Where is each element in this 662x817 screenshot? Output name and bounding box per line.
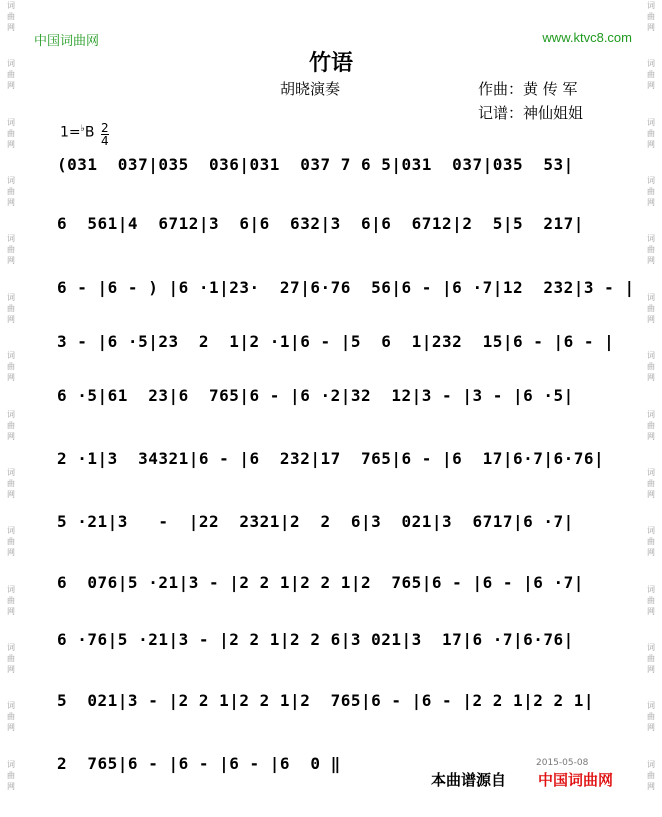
watermark-stamp (2, 292, 20, 350)
watermark-char: 曲 (7, 595, 15, 605)
date-stamp: 2015-05-08 (536, 758, 589, 768)
watermark-stamp (642, 233, 660, 291)
watermark-char: 词 (647, 701, 655, 711)
composer: 作曲：黄 传 军 (478, 80, 578, 98)
watermark-char: 词 (647, 409, 655, 419)
watermark-char: 网 (647, 256, 655, 266)
watermark-char: 网 (7, 431, 15, 441)
key-prefix: 1= (60, 124, 81, 141)
watermark-char: 曲 (7, 770, 15, 780)
watermark-char: 曲 (647, 12, 655, 21)
watermark-stamp (2, 525, 20, 583)
watermark-char: 曲 (647, 362, 655, 372)
watermark-stamp (642, 525, 660, 583)
watermark-char: 词 (647, 234, 655, 244)
watermark-char: 网 (7, 664, 15, 674)
transcriber: 记谱：神仙姐姐 (478, 104, 584, 122)
score-row: 3 - |6 ·5|23 2 1|2 ·1|6 - |5 6 1|232 15|6 - |6 - | (57, 332, 615, 351)
watermark-stamp (2, 642, 20, 700)
watermark-char: 网 (647, 314, 655, 324)
score-row: 2 ·1|3 34321|6 - |6 232|17 765|6 - |6 17|6·7|6·76| (57, 449, 605, 468)
watermark-char: 词 (7, 117, 15, 127)
watermark-stamp (642, 759, 660, 817)
score-row: 6 ·76|5 ·21|3 - |2 2 1|2 2 6|3 021|3 17|6 ·7|6·76| (57, 630, 574, 649)
score-row: 6 076|5 ·21|3 - |2 2 1|2 2 1|2 765|6 - |6 - |6 ·7| (57, 573, 584, 592)
watermark-stamp (2, 700, 20, 758)
watermark-stamp (2, 584, 20, 642)
watermark-char: 网 (647, 548, 655, 558)
watermark-char: 曲 (647, 187, 655, 197)
watermark-char: 曲 (647, 70, 655, 80)
watermark-stamp (642, 175, 660, 233)
watermark-stamp (642, 117, 660, 175)
watermark-char: 网 (647, 373, 655, 383)
watermark-char: 词 (7, 584, 15, 594)
watermark-char: 曲 (7, 537, 15, 547)
watermark-stamp (2, 409, 20, 467)
watermark-stamp (2, 175, 20, 233)
time-signature (101, 122, 109, 147)
watermark-char: 曲 (647, 478, 655, 488)
watermark-char: 曲 (7, 420, 15, 430)
watermark-char: 网 (647, 489, 655, 499)
watermark-char: 曲 (7, 712, 15, 722)
score-row: (031 037|035 036|031 037 7 6 5|031 037|035 53| (57, 155, 574, 174)
watermark-char: 网 (7, 314, 15, 324)
watermark-char: 词 (647, 759, 655, 769)
watermark-char: 网 (7, 781, 15, 791)
watermark-char: 词 (647, 1, 655, 10)
site-name[interactable]: 中国词曲网 (34, 34, 100, 49)
watermark-char: 词 (7, 526, 15, 536)
watermark-char: 词 (647, 117, 655, 127)
watermark-char: 曲 (7, 362, 15, 372)
performer: 胡晓演奏 (280, 80, 341, 98)
watermark-stamp (2, 759, 20, 817)
score-row: 6 - |6 - ) |6 ·1|23· 27|6·76 56|6 - |6 ·7|12 232|3 - | (57, 278, 635, 297)
watermark-char: 网 (647, 781, 655, 791)
watermark-char: 曲 (647, 420, 655, 430)
watermark-char: 网 (647, 23, 655, 32)
site-url-link[interactable]: www.ktvc8.com (542, 30, 632, 45)
watermark-char: 网 (7, 548, 15, 558)
score-row: 6 561|4 6712|3 6|6 632|3 6|6 6712|2 5|5 217| (57, 214, 584, 233)
key-signature (60, 124, 95, 141)
watermark-char: 网 (7, 139, 15, 149)
score-row: 5 ·21|3 - |22 2321|2 2 6|3 021|3 6717|6 ·7| (57, 512, 574, 531)
watermark-char: 曲 (647, 595, 655, 605)
source-label: 本曲谱源自 (431, 771, 507, 789)
source-site-link[interactable]: 中国词曲网 (538, 771, 614, 789)
watermark-char: 曲 (7, 128, 15, 138)
watermark-stamp (642, 292, 660, 350)
watermark-char: 词 (647, 642, 655, 652)
watermark-char: 词 (647, 351, 655, 361)
watermark-char: 词 (647, 292, 655, 302)
watermark-char: 曲 (647, 245, 655, 255)
watermark-char: 网 (7, 256, 15, 266)
watermark-char: 曲 (647, 537, 655, 547)
watermark-char: 词 (647, 467, 655, 477)
score-row: 2 765|6 - |6 - |6 - |6 0 ‖ (57, 754, 341, 773)
watermark-char: 曲 (647, 770, 655, 780)
watermark-char: 网 (647, 664, 655, 674)
key-note: B (84, 124, 95, 141)
watermark-char: 网 (647, 81, 655, 91)
score-row: 5 021|3 - |2 2 1|2 2 1|2 765|6 - |6 - |2 2 1|2 2 1| (57, 691, 595, 710)
watermark-stamp (642, 409, 660, 467)
watermark-char: 网 (7, 489, 15, 499)
watermark-char: 网 (7, 723, 15, 733)
watermark-stamp (642, 642, 660, 700)
watermark-left (2, 0, 20, 817)
watermark-char: 词 (7, 759, 15, 769)
watermark-char: 词 (647, 59, 655, 69)
watermark-char: 曲 (647, 128, 655, 138)
time-denominator: 4 (101, 134, 109, 148)
watermark-char: 网 (647, 198, 655, 208)
song-title: 竹语 (308, 51, 353, 76)
watermark-char: 曲 (647, 303, 655, 313)
watermark-char: 网 (7, 81, 15, 91)
watermark-char: 词 (647, 584, 655, 594)
watermark-stamp (2, 233, 20, 291)
watermark-right (642, 0, 660, 817)
watermark-char: 网 (7, 606, 15, 616)
watermark-char: 网 (647, 139, 655, 149)
watermark-stamp (642, 467, 660, 525)
score-row: 6 ·5|61 23|6 765|6 - |6 ·2|32 12|3 - |3 - |6 ·5| (57, 386, 574, 405)
watermark-stamp (642, 584, 660, 642)
watermark-char: 词 (7, 292, 15, 302)
watermark-char: 曲 (647, 712, 655, 722)
watermark-char: 词 (7, 59, 15, 69)
watermark-char: 词 (7, 467, 15, 477)
time-numerator: 2 (101, 121, 109, 135)
watermark-char: 网 (7, 23, 15, 32)
watermark-char: 词 (7, 234, 15, 244)
watermark-stamp (2, 117, 20, 175)
watermark-char: 曲 (7, 653, 15, 663)
watermark-char: 曲 (7, 478, 15, 488)
watermark-char: 词 (7, 1, 15, 10)
watermark-char: 网 (647, 606, 655, 616)
watermark-char: 曲 (647, 653, 655, 663)
score-sheet (26, 24, 636, 794)
watermark-char: 网 (7, 198, 15, 208)
watermark-char: 词 (647, 526, 655, 536)
watermark-stamp (2, 467, 20, 525)
watermark-char: 词 (647, 176, 655, 186)
watermark-char: 曲 (7, 187, 15, 197)
watermark-char: 网 (7, 373, 15, 383)
watermark-stamp (642, 700, 660, 758)
watermark-char: 词 (7, 176, 15, 186)
watermark-char: 曲 (7, 303, 15, 313)
watermark-char: 曲 (7, 70, 15, 80)
watermark-stamp (642, 350, 660, 408)
watermark-char: 词 (7, 642, 15, 652)
watermark-stamp (2, 350, 20, 408)
watermark-char: 网 (647, 723, 655, 733)
watermark-char: 词 (7, 409, 15, 419)
watermark-char: 词 (7, 351, 15, 361)
watermark-char: 曲 (7, 245, 15, 255)
flat-sign: ♭ (80, 124, 85, 134)
watermark-char: 曲 (7, 12, 15, 21)
watermark-char: 词 (7, 701, 15, 711)
watermark-char: 网 (647, 431, 655, 441)
